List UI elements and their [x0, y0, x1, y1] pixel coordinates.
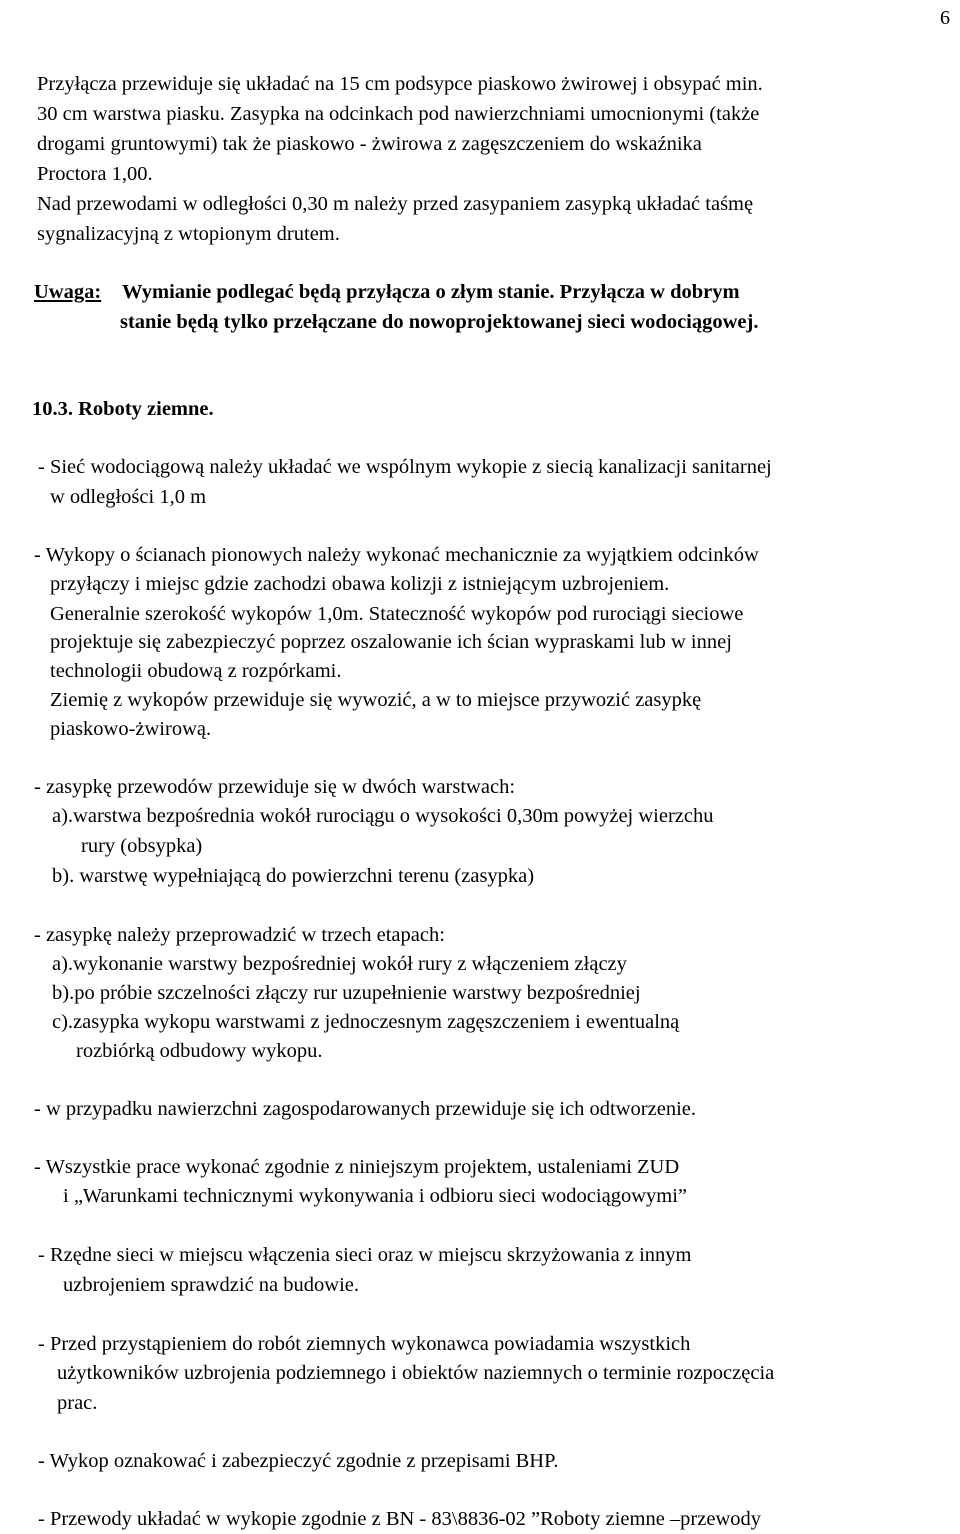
text-line: przyłączy i miejsc gdzie zachodzi obawa kolizji z istniejącym uzbrojeniem. — [50, 573, 670, 595]
text-line: b). warstwę wypełniającą do powierzchni terenu (zasypka) — [52, 865, 535, 887]
text-line: sygnalizacyjną z wtopionym drutem. — [37, 223, 340, 245]
text-line: użytkowników uzbrojenia podziemnego i obiektów naziemnych o terminie rozpoczęcia — [57, 1362, 775, 1384]
text-line: - zasypkę należy przeprowadzić w trzech etapach: — [34, 924, 445, 946]
text-line: Przyłącza przewiduje się układać na 15 cm podsypce piaskowo żwirowej i obsypać min. — [37, 73, 763, 95]
list-item: - Przewody układać w wykopie zgodnie z BN - 83\8836-02 ”Roboty ziemne –przewody — [38, 1508, 762, 1530]
text-line: prac. — [57, 1392, 98, 1414]
text-line: i „Warunkami technicznymi wykonywania i odbioru sieci wodociągowymi” — [63, 1185, 687, 1207]
text-line: a).warstwa bezpośrednia wokół rurociągu o wysokości 0,30m powyżej wierzchu — [52, 805, 714, 827]
note-label: Uwaga: — [34, 281, 102, 303]
text-line: drogami gruntowymi) tak że piaskowo - żwirowa z zagęszczeniem do wskaźnika — [37, 133, 702, 155]
list-item: - Wykop oznakować i zabezpieczyć zgodnie z przepisami BHP. — [38, 1450, 559, 1472]
text-line: rozbiórką odbudowy wykopu. — [76, 1040, 323, 1062]
text-line: c).zasypka wykopu warstwami z jednoczesnym zagęszczeniem i ewentualną — [52, 1011, 680, 1033]
text-line: Generalnie szerokość wykopów 1,0m. Stateczność wykopów pod rurociągi sieciowe — [50, 603, 744, 625]
text-line: piaskowo-żwirową. — [50, 718, 212, 740]
text-line: uzbrojeniem sprawdzić na budowie. — [63, 1274, 360, 1296]
text-line: Proctora 1,00. — [37, 163, 153, 185]
text-line: technologii obudową z rozpórkami. — [50, 660, 342, 682]
text-line: - zasypkę przewodów przewiduje się w dwóch warstwach: — [34, 776, 516, 798]
text-line: projektuje się zabezpieczyć poprzez oszalowanie ich ścian wypraskami lub w innej — [50, 631, 732, 653]
list-item: - w przypadku nawierzchni zagospodarowanych przewiduje się ich odtworzenie. — [34, 1098, 697, 1120]
text-line: w odległości 1,0 m — [50, 486, 207, 508]
text-line: 30 cm warstwa piasku. Zasypka na odcinkach pod nawierzchniami umocnionymi (także — [37, 103, 760, 125]
page-number: 6 — [940, 7, 950, 29]
text-line: - Wszystkie prace wykonać zgodnie z niniejszym projektem, ustaleniami ZUD — [34, 1156, 680, 1178]
text-line: - Rzędne sieci w miejscu włączenia sieci oraz w miejscu skrzyżowania z innym — [38, 1244, 692, 1266]
text-line: rury (obsypka) — [81, 835, 203, 857]
note-text: Wymianie podlegać będą przyłącza o złym stanie. Przyłącza w dobrym — [122, 281, 740, 303]
text-line: Nad przewodami w odległości 0,30 m należy przed zasypaniem zasypką układać taśmę — [37, 193, 754, 215]
text-line: - Wykopy o ścianach pionowych należy wykonać mechanicznie za wyjątkiem odcinków — [34, 544, 759, 566]
text-line: - Sieć wodociągową należy układać we wspólnym wykopie z siecią kanalizacji sanitarnej — [38, 456, 772, 478]
note-text: stanie będą tylko przełączane do nowoprojektowanej sieci wodociągowej. — [120, 311, 759, 333]
text-line: b).po próbie szczelności złączy rur uzupełnienie warstwy bezpośredniej — [52, 982, 641, 1004]
text-line: - Przed przystąpieniem do robót ziemnych wykonawca powiadamia wszystkich — [38, 1333, 691, 1355]
text-line: Ziemię z wykopów przewiduje się wywozić, a w to miejsce przywozić zasypkę — [50, 689, 702, 711]
section-heading: 10.3. Roboty ziemne. — [32, 398, 214, 420]
text-line: a).wykonanie warstwy bezpośredniej wokół rury z włączeniem złączy — [52, 953, 627, 975]
